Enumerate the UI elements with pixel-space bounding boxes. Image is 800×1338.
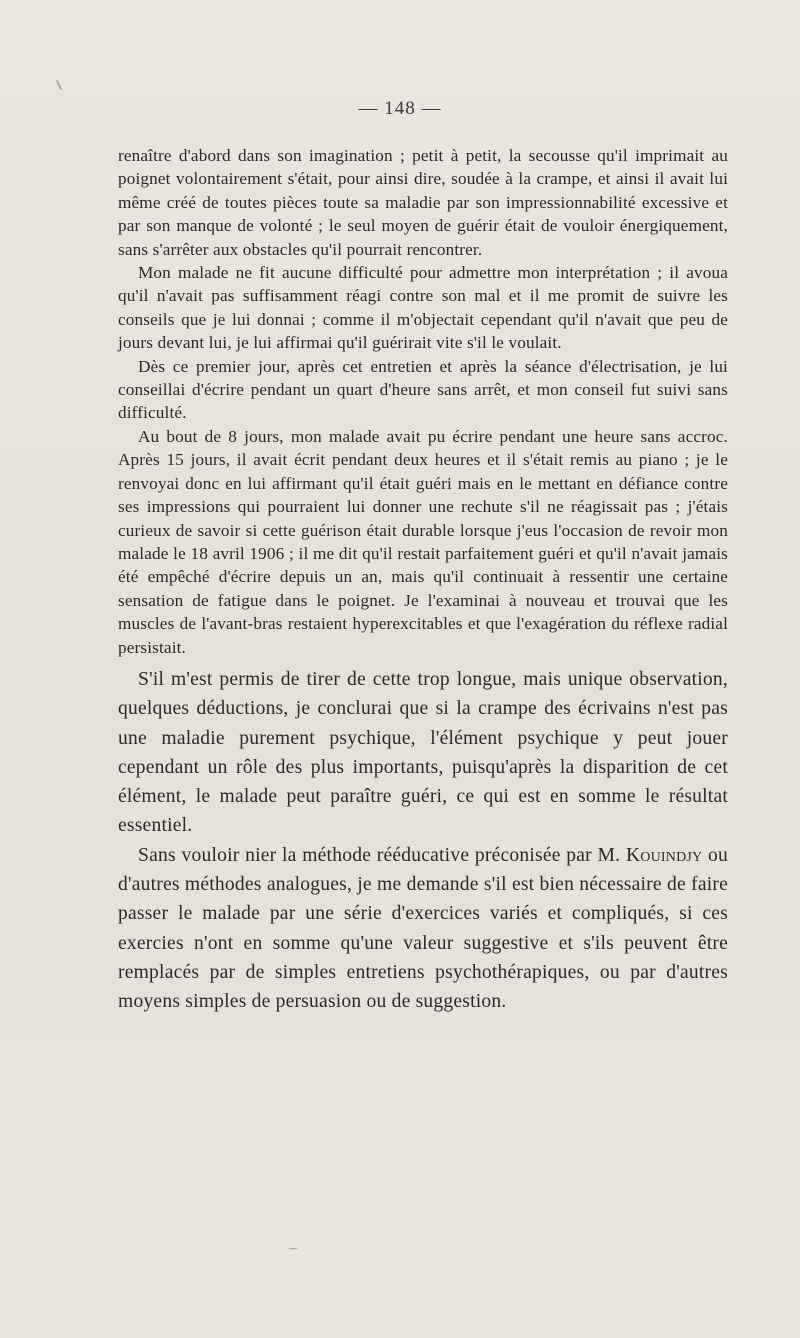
paragraph-4: Au bout de 8 jours, mon malade avait pu écrire pendant une heure sans accroc. Après 15 jours, il avait écrit pendant deux heures et il s'était remis au piano ; je le renvoyai donc en lui affirmant qu'il était guéri mais en le mettant en défiance contre ses impressions qui pourraient lui donner une rechute s'il ne réagissait pas ; j'étais curieux de savoir si cette guérison était durable lorsque j'eus l'occasion de revoir mon malade le 18 avril 1906 ; il me dit qu'il restait parfaitement guéri et qu'il n'avait jamais été empêché d'écrire depuis un an, mais qu'il continuait à ressentir une certaine sensation de fatigue dans le poignet. Je l'examinai à nouveau et trouvai que les muscles de l'avant-bras restaient hyperexcitables et que l'exagération du réflexe radial persistait. — [118, 426, 728, 657]
page-number: — 148 — — [358, 98, 442, 119]
paragraph-3: Dès ce premier jour, après cet entretien et après la séance d'électrisation, je lui conseillai d'écrire pendant un quart d'heure sans arrêt, et mon conseil fut suivi sans difficulté. — [118, 356, 728, 423]
body-text — [118, 144, 728, 1017]
paragraph-1: renaître d'abord dans son imagination ; petit à petit, la secousse qu'il imprimait au poignet volontairement s'était, pour ainsi dire, soudée à la crampe, et ainsi il avait lui même créé de toutes pièces toute sa maladie par son impressionnabilité excessive et par son manque de volonté ; le seul moyen de guérir était de vouloir énergiquement, sans s'arrêter aux obstacles qu'il pourrait rencontrer. — [118, 146, 728, 259]
stray-dash — [289, 1248, 297, 1249]
paragraph-6-lead: Sans vouloir nier la méthode rééducative préconisée par M. — [138, 844, 626, 866]
stray-mark — [56, 80, 62, 90]
paragraph-6 — [118, 841, 728, 1017]
paragraph-6-rest: ou d'autres méthodes analogues, je me demande s'il est bien nécessaire de faire passer le malade par une série d'exercices variés et compliqués, si ces exercies n'ont en somme qu'une valeur suggestive et s'ils peuvent être remplacés par de simples entretiens psychothérapiques, ou par d'autres moyens simples de persuasion ou de suggestion. — [118, 844, 729, 1013]
paragraph-2: Mon malade ne fit aucune difficulté pour admettre mon interprétation ; il avoua qu'il n'avait pas suffisamment réagi contre son mal et il me promit de suivre les conseils que je lui donnai ; comme il m'objectait cependant qu'il n'avait que peu de jours devant lui, je lui affirmai qu'il guérirait vite s'il le voulait. — [118, 263, 728, 353]
author-name: Kouindjy — [625, 844, 703, 866]
paragraph-5: S'il m'est permis de tirer de cette trop longue, mais unique observation, quelques déductions, je conclurai que si la crampe des écrivains n'est pas une maladie purement psychique, l'élément psychique y peut jouer cependant un rôle des plus importants, puisqu'après la disparition de cet élément, le malade peut paraître guéri, ce qui est en somme le résultat essentiel. — [118, 668, 728, 837]
